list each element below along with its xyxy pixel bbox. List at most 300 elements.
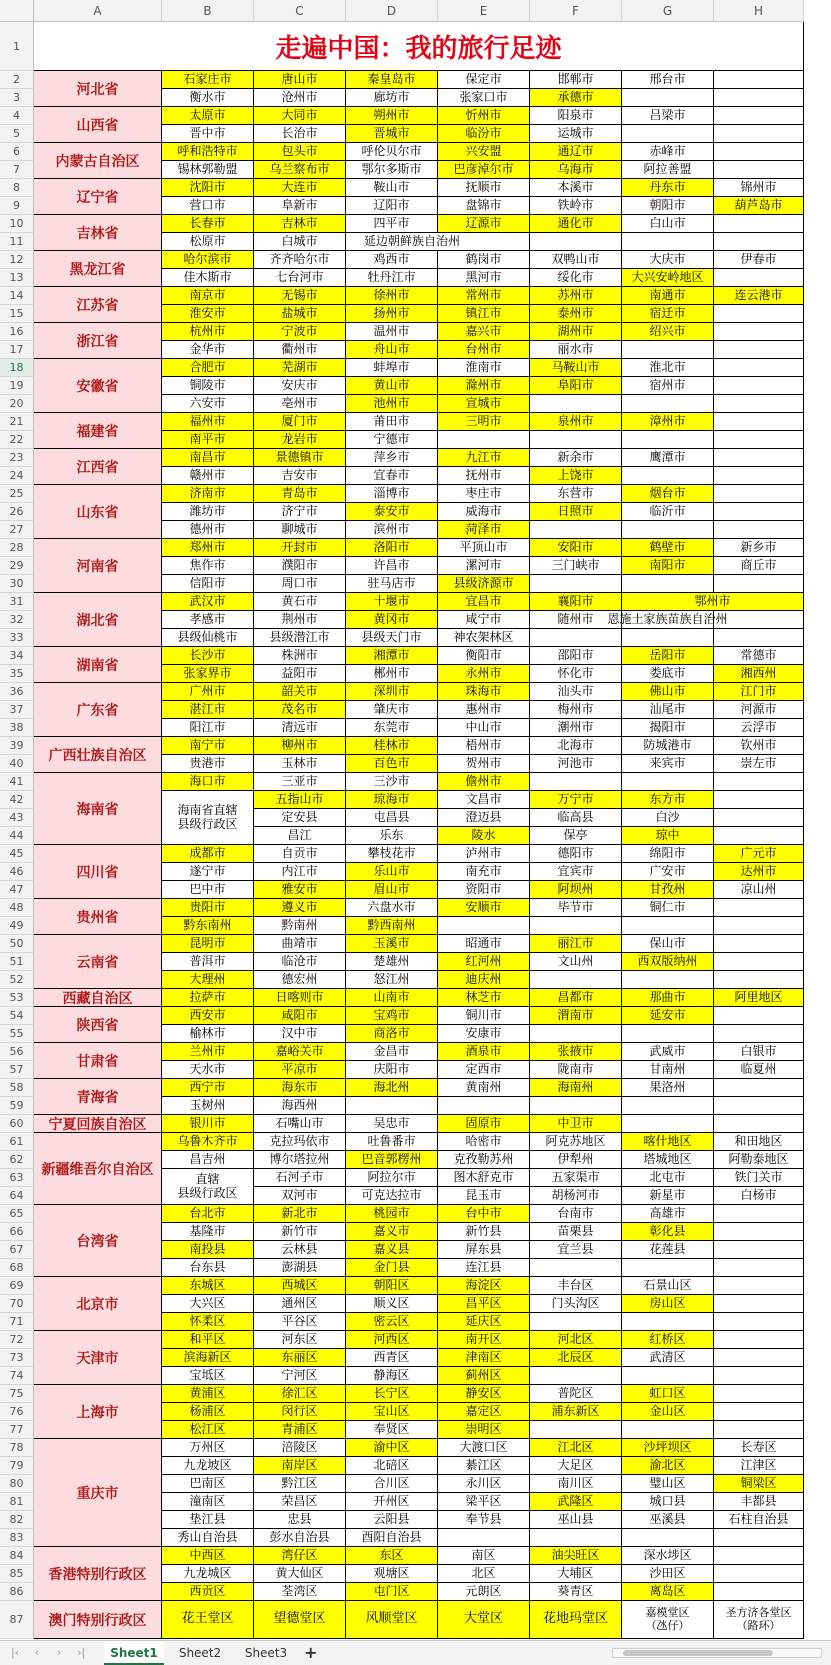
- cell[interactable]: [714, 1241, 804, 1259]
- province-cell[interactable]: 内蒙古自治区: [34, 143, 162, 179]
- cell[interactable]: [622, 575, 714, 593]
- cell[interactable]: 张家界市: [162, 665, 254, 683]
- cell[interactable]: 怒江州: [346, 971, 438, 989]
- cell[interactable]: 台南市: [530, 1205, 622, 1223]
- cell[interactable]: [714, 503, 804, 521]
- row-header[interactable]: 63: [0, 1169, 34, 1187]
- cell[interactable]: 乐东: [346, 827, 438, 845]
- cell[interactable]: 嘉义市: [346, 1223, 438, 1241]
- cell[interactable]: 武汉市: [162, 593, 254, 611]
- province-cell[interactable]: 云南省: [34, 935, 162, 989]
- cell[interactable]: 泰州市: [530, 305, 622, 323]
- cell[interactable]: 大堂区: [438, 1601, 530, 1639]
- cell[interactable]: 琼中: [622, 827, 714, 845]
- cell[interactable]: 静安区: [438, 1385, 530, 1403]
- row-header[interactable]: 53: [0, 989, 34, 1007]
- cell[interactable]: 朔州市: [346, 107, 438, 125]
- column-header-a[interactable]: A: [34, 0, 162, 22]
- tab-sheet2[interactable]: Sheet2: [178, 1646, 222, 1660]
- cell[interactable]: 丰都县: [714, 1493, 804, 1511]
- cell[interactable]: 内江市: [254, 863, 346, 881]
- cell[interactable]: [714, 899, 804, 917]
- cell[interactable]: 黄山市: [346, 377, 438, 395]
- row-header[interactable]: 45: [0, 845, 34, 863]
- cell[interactable]: 西贡区: [162, 1583, 254, 1601]
- column-header-f[interactable]: F: [530, 0, 622, 22]
- cell[interactable]: 七台河市: [254, 269, 346, 287]
- cell[interactable]: 四平市: [346, 215, 438, 233]
- cell[interactable]: [530, 1313, 622, 1331]
- cell[interactable]: 焦作市: [162, 557, 254, 575]
- row-header[interactable]: 59: [0, 1097, 34, 1115]
- cell[interactable]: [622, 1115, 714, 1133]
- cell[interactable]: 东营市: [530, 485, 622, 503]
- cell[interactable]: 宿州市: [622, 377, 714, 395]
- cell[interactable]: 中卫市: [530, 1115, 622, 1133]
- cell[interactable]: 铜川市: [438, 1007, 530, 1025]
- cell[interactable]: 深圳市: [346, 683, 438, 701]
- cell[interactable]: 洛阳市: [346, 539, 438, 557]
- cell[interactable]: 天水市: [162, 1061, 254, 1079]
- row-header[interactable]: 34: [0, 647, 34, 665]
- cell[interactable]: 潼南区: [162, 1493, 254, 1511]
- cell[interactable]: 固原市: [438, 1115, 530, 1133]
- cell[interactable]: 揭阳市: [622, 719, 714, 737]
- cell[interactable]: [530, 575, 622, 593]
- cell[interactable]: 武清区: [622, 1349, 714, 1367]
- cell[interactable]: 遂宁市: [162, 863, 254, 881]
- cell[interactable]: 元朗区: [438, 1583, 530, 1601]
- cell[interactable]: 安顺市: [438, 899, 530, 917]
- row-header[interactable]: 14: [0, 287, 34, 305]
- cell[interactable]: 防城港市: [622, 737, 714, 755]
- cell[interactable]: 湘西州: [714, 665, 804, 683]
- cell[interactable]: 海南州: [530, 1079, 622, 1097]
- cell[interactable]: 文昌市: [438, 791, 530, 809]
- cell[interactable]: 韶关市: [254, 683, 346, 701]
- row-header[interactable]: 77: [0, 1421, 34, 1439]
- cell[interactable]: 南京市: [162, 287, 254, 305]
- cell[interactable]: [622, 89, 714, 107]
- cell[interactable]: 苗栗县: [530, 1223, 622, 1241]
- cell[interactable]: 贵阳市: [162, 899, 254, 917]
- province-cell[interactable]: 江西省: [34, 449, 162, 485]
- cell[interactable]: 达州市: [714, 863, 804, 881]
- cell[interactable]: 县级潜江市: [254, 629, 346, 647]
- cell[interactable]: 保山市: [622, 935, 714, 953]
- cell[interactable]: 崇明区: [438, 1421, 530, 1439]
- cell[interactable]: 宜春市: [346, 467, 438, 485]
- row-header[interactable]: 60: [0, 1115, 34, 1133]
- row-header[interactable]: 47: [0, 881, 34, 899]
- row-header[interactable]: 75: [0, 1385, 34, 1403]
- cell[interactable]: 周口市: [254, 575, 346, 593]
- cell[interactable]: 迪庆州: [438, 971, 530, 989]
- province-cell[interactable]: 贵州省: [34, 899, 162, 935]
- cell[interactable]: 邵阳市: [530, 647, 622, 665]
- cell[interactable]: 绥化市: [530, 269, 622, 287]
- cell[interactable]: 山南市: [346, 989, 438, 1007]
- cell[interactable]: [714, 269, 804, 287]
- province-cell[interactable]: 湖北省: [34, 593, 162, 647]
- cell[interactable]: 宁波市: [254, 323, 346, 341]
- row-header[interactable]: 86: [0, 1583, 34, 1601]
- cell[interactable]: 池州市: [346, 395, 438, 413]
- cell[interactable]: 五指山市: [254, 791, 346, 809]
- cell[interactable]: 葵青区: [530, 1583, 622, 1601]
- cell[interactable]: 南昌市: [162, 449, 254, 467]
- cell[interactable]: 怀化市: [530, 665, 622, 683]
- cell[interactable]: [714, 449, 804, 467]
- cell[interactable]: 阿拉尔市: [346, 1169, 438, 1187]
- cell[interactable]: 牡丹江市: [346, 269, 438, 287]
- cell[interactable]: 滨海新区: [162, 1349, 254, 1367]
- cell[interactable]: 定安县: [254, 809, 346, 827]
- cell[interactable]: 昌平区: [438, 1295, 530, 1313]
- cell[interactable]: 望德堂区: [254, 1601, 346, 1639]
- cell[interactable]: 承德市: [530, 89, 622, 107]
- row-header[interactable]: 18: [0, 359, 34, 377]
- cell[interactable]: 雅安市: [254, 881, 346, 899]
- cell[interactable]: 马鞍山市: [530, 359, 622, 377]
- cell[interactable]: [714, 107, 804, 125]
- row-header[interactable]: 79: [0, 1457, 34, 1475]
- row-header[interactable]: 41: [0, 773, 34, 791]
- sheet-title[interactable]: 走遍中国：我的旅行足迹: [34, 22, 804, 71]
- cell[interactable]: 陇南市: [530, 1061, 622, 1079]
- cell[interactable]: 江门市: [714, 683, 804, 701]
- cell[interactable]: 汕头市: [530, 683, 622, 701]
- cell[interactable]: 赤峰市: [622, 143, 714, 161]
- province-cell[interactable]: 香港特别行政区: [34, 1547, 162, 1601]
- cell[interactable]: 观塘区: [346, 1565, 438, 1583]
- cell[interactable]: [622, 1313, 714, 1331]
- row-header[interactable]: 15: [0, 305, 34, 323]
- cell[interactable]: 怀柔区: [162, 1313, 254, 1331]
- row-header[interactable]: 3: [0, 89, 34, 107]
- row-header[interactable]: 44: [0, 827, 34, 845]
- row-header[interactable]: 84: [0, 1547, 34, 1565]
- cell[interactable]: 鹰潭市: [622, 449, 714, 467]
- cell[interactable]: 渝中区: [346, 1439, 438, 1457]
- cell[interactable]: 酒泉市: [438, 1043, 530, 1061]
- cell[interactable]: 黑河市: [438, 269, 530, 287]
- cell[interactable]: 阳江市: [162, 719, 254, 737]
- cell[interactable]: 顺义区: [346, 1295, 438, 1313]
- cell[interactable]: 保亭: [530, 827, 622, 845]
- cell-merged[interactable]: 海南省直辖 县级行政区: [162, 791, 254, 845]
- cell[interactable]: 昭通市: [438, 935, 530, 953]
- cell[interactable]: [714, 485, 804, 503]
- cell[interactable]: 喀什地区: [622, 1133, 714, 1151]
- cell[interactable]: [438, 1529, 530, 1547]
- cell[interactable]: 石河子市: [254, 1169, 346, 1187]
- cell[interactable]: 漯河市: [438, 557, 530, 575]
- cell[interactable]: 沙田区: [622, 1565, 714, 1583]
- cell[interactable]: 密云区: [346, 1313, 438, 1331]
- cell[interactable]: 双河市: [254, 1187, 346, 1205]
- row-header[interactable]: 9: [0, 197, 34, 215]
- cell[interactable]: 文山州: [530, 953, 622, 971]
- cell[interactable]: 聊城市: [254, 521, 346, 539]
- cell[interactable]: 吉安市: [254, 467, 346, 485]
- cell[interactable]: 锦州市: [714, 179, 804, 197]
- province-cell[interactable]: 辽宁省: [34, 179, 162, 215]
- cell[interactable]: [714, 611, 804, 629]
- cell[interactable]: 商丘市: [714, 557, 804, 575]
- cell[interactable]: 丽水市: [530, 341, 622, 359]
- cell[interactable]: 淮北市: [622, 359, 714, 377]
- row-header[interactable]: 72: [0, 1331, 34, 1349]
- cell[interactable]: 南投县: [162, 1241, 254, 1259]
- cell[interactable]: 果洛州: [622, 1079, 714, 1097]
- cell[interactable]: 孝感市: [162, 611, 254, 629]
- cell[interactable]: 朝阳区: [346, 1277, 438, 1295]
- cell[interactable]: 淄博市: [346, 485, 438, 503]
- province-cell[interactable]: 海南省: [34, 773, 162, 845]
- province-cell[interactable]: 浙江省: [34, 323, 162, 359]
- cell[interactable]: 县级仙桃市: [162, 629, 254, 647]
- cell[interactable]: 锡林郭勒盟: [162, 161, 254, 179]
- cell[interactable]: 张掖市: [530, 1043, 622, 1061]
- cell[interactable]: 花莲县: [622, 1241, 714, 1259]
- cell[interactable]: 神农架林区: [438, 629, 530, 647]
- cell[interactable]: 县级济源市: [438, 575, 530, 593]
- province-cell[interactable]: 甘肃省: [34, 1043, 162, 1079]
- cell[interactable]: 保定市: [438, 71, 530, 89]
- row-header[interactable]: 42: [0, 791, 34, 809]
- cell[interactable]: 九龙坡区: [162, 1457, 254, 1475]
- cell[interactable]: 宣城市: [438, 395, 530, 413]
- cell[interactable]: 长沙市: [162, 647, 254, 665]
- cell[interactable]: 台北市: [162, 1205, 254, 1223]
- cell[interactable]: 连江县: [438, 1259, 530, 1277]
- cell[interactable]: [714, 377, 804, 395]
- cell[interactable]: 金昌市: [346, 1043, 438, 1061]
- row-header[interactable]: 40: [0, 755, 34, 773]
- cell[interactable]: 威海市: [438, 503, 530, 521]
- province-cell[interactable]: 山西省: [34, 107, 162, 143]
- cell[interactable]: 胡杨河市: [530, 1187, 622, 1205]
- cell[interactable]: 河源市: [714, 701, 804, 719]
- row-header[interactable]: 11: [0, 233, 34, 251]
- cell[interactable]: 东区: [346, 1547, 438, 1565]
- cell[interactable]: 闵行区: [254, 1403, 346, 1421]
- cell[interactable]: 万宁市: [530, 791, 622, 809]
- row-header[interactable]: 37: [0, 701, 34, 719]
- cell[interactable]: 潍坊市: [162, 503, 254, 521]
- cell[interactable]: 昌江: [254, 827, 346, 845]
- row-header[interactable]: 38: [0, 719, 34, 737]
- cell[interactable]: 鹤壁市: [622, 539, 714, 557]
- cell[interactable]: [714, 1331, 804, 1349]
- cell[interactable]: 铁岭市: [530, 197, 622, 215]
- cell[interactable]: 上饶市: [530, 467, 622, 485]
- cell[interactable]: 桃园市: [346, 1205, 438, 1223]
- cell[interactable]: [714, 575, 804, 593]
- cell[interactable]: [622, 395, 714, 413]
- cell[interactable]: 陵水: [438, 827, 530, 845]
- cell[interactable]: [622, 1097, 714, 1115]
- cell[interactable]: 阜新市: [254, 197, 346, 215]
- row-header[interactable]: 5: [0, 125, 34, 143]
- cell[interactable]: 芜湖市: [254, 359, 346, 377]
- cell[interactable]: 台州市: [438, 341, 530, 359]
- cell[interactable]: 六安市: [162, 395, 254, 413]
- cell[interactable]: [714, 1079, 804, 1097]
- cell[interactable]: 湖州市: [530, 323, 622, 341]
- cell[interactable]: 鄂州市: [622, 593, 804, 611]
- cell[interactable]: [530, 521, 622, 539]
- row-header[interactable]: 82: [0, 1511, 34, 1529]
- cell[interactable]: 柳州市: [254, 737, 346, 755]
- cell[interactable]: 眉山市: [346, 881, 438, 899]
- cell[interactable]: 虹口区: [622, 1385, 714, 1403]
- cell[interactable]: [530, 431, 622, 449]
- cell[interactable]: 澄迈县: [438, 809, 530, 827]
- cell[interactable]: 廊坊市: [346, 89, 438, 107]
- cell[interactable]: [622, 629, 714, 647]
- cell[interactable]: 佛山市: [622, 683, 714, 701]
- cell[interactable]: 广州市: [162, 683, 254, 701]
- cell[interactable]: 綦江区: [438, 1457, 530, 1475]
- cell[interactable]: 漳州市: [622, 413, 714, 431]
- cell[interactable]: 通化市: [530, 215, 622, 233]
- cell[interactable]: [714, 215, 804, 233]
- cell[interactable]: [714, 1007, 804, 1025]
- row-header[interactable]: 13: [0, 269, 34, 287]
- cell[interactable]: 合肥市: [162, 359, 254, 377]
- cell[interactable]: 百色市: [346, 755, 438, 773]
- cell[interactable]: [714, 1565, 804, 1583]
- cell[interactable]: 玉溪市: [346, 935, 438, 953]
- province-cell[interactable]: 黑龙江省: [34, 251, 162, 287]
- cell[interactable]: 开封市: [254, 539, 346, 557]
- cell[interactable]: 济宁市: [254, 503, 346, 521]
- province-cell[interactable]: 天津市: [34, 1331, 162, 1385]
- cell[interactable]: 龙岩市: [254, 431, 346, 449]
- cell[interactable]: 北碚区: [346, 1457, 438, 1475]
- cell[interactable]: 毕节市: [530, 899, 622, 917]
- cell[interactable]: 图木舒克市: [438, 1169, 530, 1187]
- cell[interactable]: 临沧市: [254, 953, 346, 971]
- cell[interactable]: 河东区: [254, 1331, 346, 1349]
- cell[interactable]: 湛江市: [162, 701, 254, 719]
- cell[interactable]: 娄底市: [622, 665, 714, 683]
- cell[interactable]: 三亚市: [254, 773, 346, 791]
- cell[interactable]: 大埔区: [530, 1565, 622, 1583]
- cell[interactable]: 塔城地区: [622, 1151, 714, 1169]
- cell[interactable]: [714, 809, 804, 827]
- cell[interactable]: 太原市: [162, 107, 254, 125]
- cell[interactable]: 濮阳市: [254, 557, 346, 575]
- row-header[interactable]: 43: [0, 809, 34, 827]
- cell[interactable]: 海北州: [346, 1079, 438, 1097]
- cell[interactable]: 铜梁区: [714, 1475, 804, 1493]
- cell[interactable]: 湾仔区: [254, 1547, 346, 1565]
- cell[interactable]: 和田地区: [714, 1133, 804, 1151]
- cell[interactable]: [530, 971, 622, 989]
- cell[interactable]: [714, 1313, 804, 1331]
- cell[interactable]: 中西区: [162, 1547, 254, 1565]
- cell[interactable]: 信阳市: [162, 575, 254, 593]
- cell[interactable]: 通辽市: [530, 143, 622, 161]
- cell[interactable]: 嘉峪关市: [254, 1043, 346, 1061]
- cell[interactable]: 南岸区: [254, 1457, 346, 1475]
- cell[interactable]: 晋城市: [346, 125, 438, 143]
- cell[interactable]: 梅州市: [530, 701, 622, 719]
- cell[interactable]: 拉萨市: [162, 989, 254, 1007]
- cell[interactable]: 玉林市: [254, 755, 346, 773]
- row-header[interactable]: 35: [0, 665, 34, 683]
- row-header[interactable]: 58: [0, 1079, 34, 1097]
- cell[interactable]: 长春市: [162, 215, 254, 233]
- cell[interactable]: 绍兴市: [622, 323, 714, 341]
- cell[interactable]: 鄂尔多斯市: [346, 161, 438, 179]
- cell[interactable]: [714, 1385, 804, 1403]
- province-cell[interactable]: 四川省: [34, 845, 162, 899]
- province-cell[interactable]: 澳门特别行政区: [34, 1601, 162, 1639]
- cell[interactable]: 益阳市: [254, 665, 346, 683]
- cell[interactable]: 县级天门市: [346, 629, 438, 647]
- last-sheet-icon[interactable]: ›|: [76, 1646, 86, 1659]
- cell[interactable]: 乌海市: [530, 161, 622, 179]
- cell[interactable]: 鹤岗市: [438, 251, 530, 269]
- cell[interactable]: 白银市: [714, 1043, 804, 1061]
- province-cell[interactable]: 北京市: [34, 1277, 162, 1331]
- cell[interactable]: 忠县: [254, 1511, 346, 1529]
- cell[interactable]: 丰台区: [530, 1277, 622, 1295]
- cell[interactable]: 丽江市: [530, 935, 622, 953]
- row-header[interactable]: 54: [0, 1007, 34, 1025]
- cell[interactable]: 吐鲁番市: [346, 1133, 438, 1151]
- cell[interactable]: 永川区: [438, 1475, 530, 1493]
- row-header[interactable]: 50: [0, 935, 34, 953]
- province-cell[interactable]: 河南省: [34, 539, 162, 593]
- cell[interactable]: 离岛区: [622, 1583, 714, 1601]
- cell[interactable]: [714, 89, 804, 107]
- cell[interactable]: [714, 1115, 804, 1133]
- cell[interactable]: [714, 71, 804, 89]
- row-header[interactable]: 20: [0, 395, 34, 413]
- cell[interactable]: 北辰区: [530, 1349, 622, 1367]
- cell[interactable]: 许昌市: [346, 557, 438, 575]
- cell[interactable]: 海西州: [254, 1097, 346, 1115]
- cell[interactable]: 大庆市: [622, 251, 714, 269]
- cell[interactable]: 吕梁市: [622, 107, 714, 125]
- cell[interactable]: 随州市: [530, 611, 622, 629]
- cell[interactable]: 泸州市: [438, 845, 530, 863]
- cell[interactable]: [714, 1547, 804, 1565]
- cell[interactable]: 宜宾市: [530, 863, 622, 881]
- cell[interactable]: 彰化县: [622, 1223, 714, 1241]
- cell[interactable]: 南开区: [438, 1331, 530, 1349]
- cell[interactable]: 红河州: [438, 953, 530, 971]
- cell[interactable]: 商洛市: [346, 1025, 438, 1043]
- cell[interactable]: 基隆市: [162, 1223, 254, 1241]
- cell[interactable]: 北区: [438, 1565, 530, 1583]
- cell[interactable]: 河北区: [530, 1331, 622, 1349]
- cell[interactable]: 衢州市: [254, 341, 346, 359]
- cell[interactable]: 黄冈市: [346, 611, 438, 629]
- cell[interactable]: 荆州市: [254, 611, 346, 629]
- row-header[interactable]: 30: [0, 575, 34, 593]
- cell[interactable]: 深水埗区: [622, 1547, 714, 1565]
- cell[interactable]: 延庆区: [438, 1313, 530, 1331]
- cell[interactable]: 黄大仙区: [254, 1565, 346, 1583]
- province-cell[interactable]: 广西壮族自治区: [34, 737, 162, 773]
- cell[interactable]: 澎湖县: [254, 1259, 346, 1277]
